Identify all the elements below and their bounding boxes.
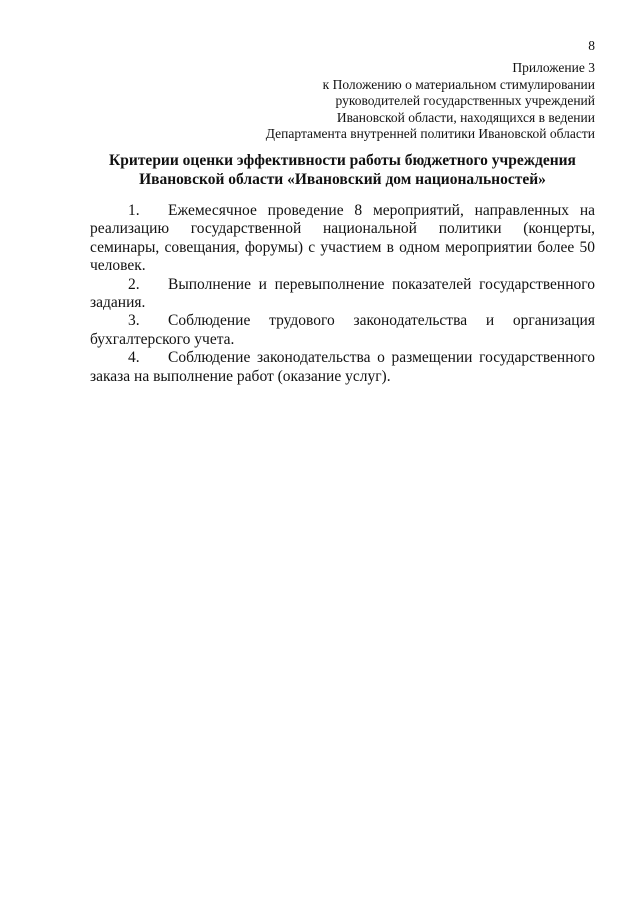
criterion-item	[90, 349, 595, 386]
appendix-line: к Положению о материальном стимулировании	[322, 76, 595, 92]
title-line: Ивановской области «Ивановский дом национальностей»	[139, 170, 546, 188]
appendix-line: Ивановской области, находящихся в ведении	[336, 109, 595, 125]
criterion-text: Соблюдение законодательства о размещении государственного заказа на выполнение работ (оказание услуг).	[90, 349, 595, 385]
criteria-list	[90, 202, 595, 386]
page-number: 8	[588, 38, 595, 53]
criterion-item	[90, 312, 595, 349]
appendix-header	[195, 60, 595, 143]
criterion-number: 1.	[128, 202, 140, 219]
criterion-text: Ежемесячное проведение 8 мероприятий, направленных на реализацию государственной национальной политики (концерты, семинары, совещания, форумы) с участием в одном мероприятии более 50 человек.	[90, 202, 595, 275]
appendix-line: Департамента внутренней политики Ивановской области	[265, 126, 595, 141]
criterion-number: 4.	[128, 349, 140, 367]
appendix-line: руководителей государственных учреждений	[335, 93, 595, 108]
criterion-number: 2.	[128, 275, 140, 293]
criterion-text: Соблюдение трудового законодательства и организация бухгалтерского учета.	[90, 312, 595, 348]
criterion-item	[90, 276, 595, 313]
criterion-item	[90, 202, 595, 276]
document-title	[90, 152, 595, 189]
appendix-line: Приложение 3	[512, 60, 595, 75]
criterion-number: 3.	[128, 312, 140, 330]
criterion-text: Выполнение и перевыполнение показателей государственного задания.	[90, 275, 595, 312]
title-line: Критерии оценки эффективности работы бюджетного учреждения	[109, 152, 576, 169]
